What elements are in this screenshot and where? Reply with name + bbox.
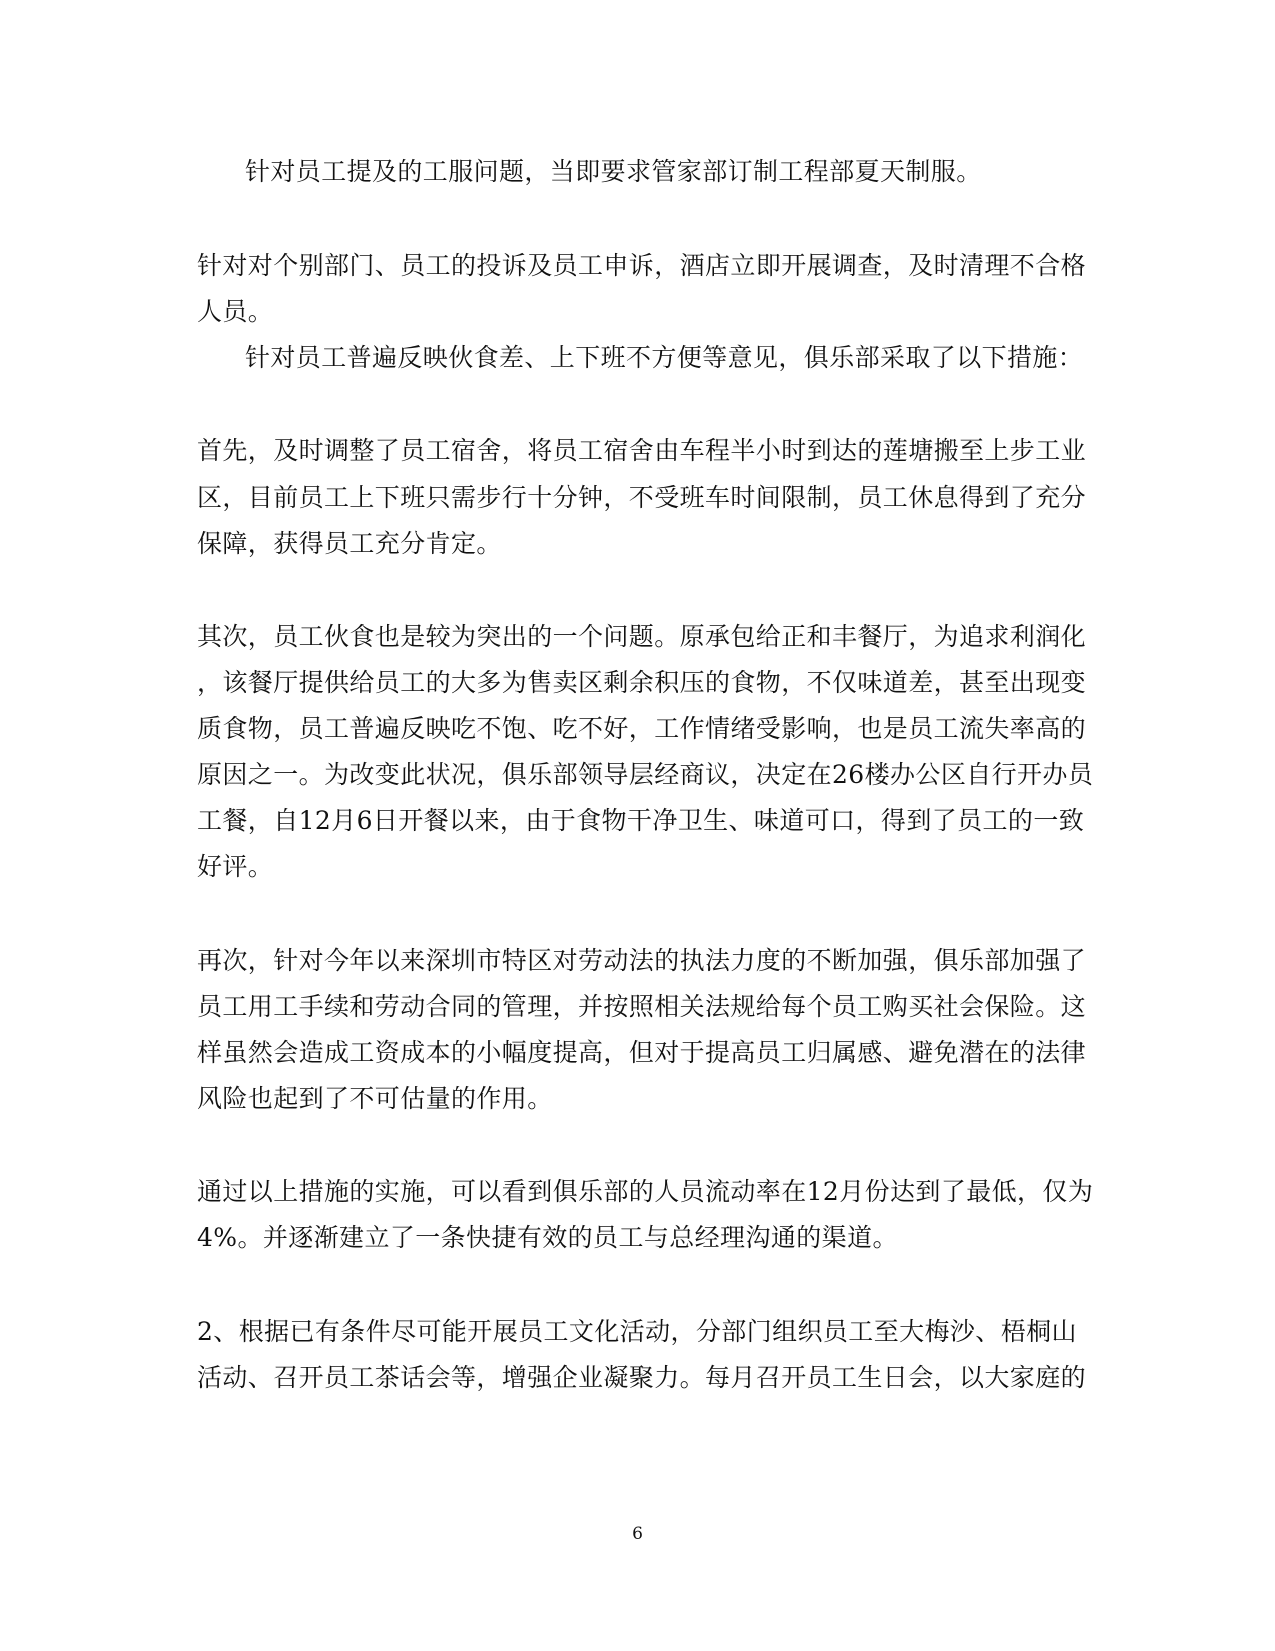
text-line: 首先，及时调整了员工宿舍，将员工宿舍由车程半小时到达的莲塘搬至上步工业 (197, 436, 1087, 465)
text-line: 2、根据已有条件尽可能开展员工文化活动，分部门组织员工至大梅沙、梧桐山 (197, 1317, 1077, 1346)
text-line: 针对员工提及的工服问题，当即要求管家部订制工程部夏天制服。 (245, 157, 982, 186)
text-line: 人员。 (197, 297, 274, 326)
text-line: 工餐，自12月6日开餐以来，由于食物干净卫生、味道可口，得到了员工的一致 (197, 806, 1085, 835)
text-line: 员工用工手续和劳动合同的管理，并按照相关法规给每个员工购买社会保险。这 (197, 992, 1087, 1021)
text-line: 区，目前员工上下班只需步行十分钟，不受班车时间限制，员工休息得到了充分 (197, 483, 1087, 512)
text-line: 活动、召开员工茶话会等，增强企业凝聚力。每月召开员工生日会，以大家庭的 (197, 1363, 1087, 1392)
text-line: 其次，员工伙食也是较为突出的一个问题。原承包给正和丰餐厅，为追求利润化 (197, 622, 1087, 651)
text-line: 好评。 (197, 852, 274, 881)
text-line: 样虽然会造成工资成本的小幅度提高，但对于提高员工归属感、避免潜在的法律 (197, 1038, 1087, 1067)
text-line: 风险也起到了不可估量的作用。 (197, 1084, 553, 1113)
text-line: 原因之一。为改变此状况，俱乐部领导层经商议，决定在26楼办公区自行开办员 (197, 760, 1094, 789)
text-line: 保障，获得员工充分肯定。 (197, 529, 502, 558)
text-line: 针对对个别部门、员工的投诉及员工申诉，酒店立即开展调查，及时清理不合格 (197, 251, 1087, 280)
text-line: ，该餐厅提供给员工的大多为售卖区剩余积压的食物，不仅味道差，甚至出现变 (197, 668, 1087, 697)
text-line: 质食物，员工普遍反映吃不饱、吃不好，工作情绪受影响，也是员工流失率高的 (197, 714, 1087, 743)
text-line: 通过以上措施的实施，可以看到俱乐部的人员流动率在12月份达到了最低，仅为 (197, 1177, 1094, 1206)
page-number: 6 (632, 1524, 643, 1544)
text-line: 4%。并逐渐建立了一条快捷有效的员工与总经理沟通的渠道。 (197, 1223, 898, 1252)
text-line: 再次，针对今年以来深圳市特区对劳动法的执法力度的不断加强，俱乐部加强了 (197, 946, 1087, 975)
text-line: 针对员工普遍反映伙食差、上下班不方便等意见，俱乐部采取了以下措施： (245, 343, 1084, 372)
